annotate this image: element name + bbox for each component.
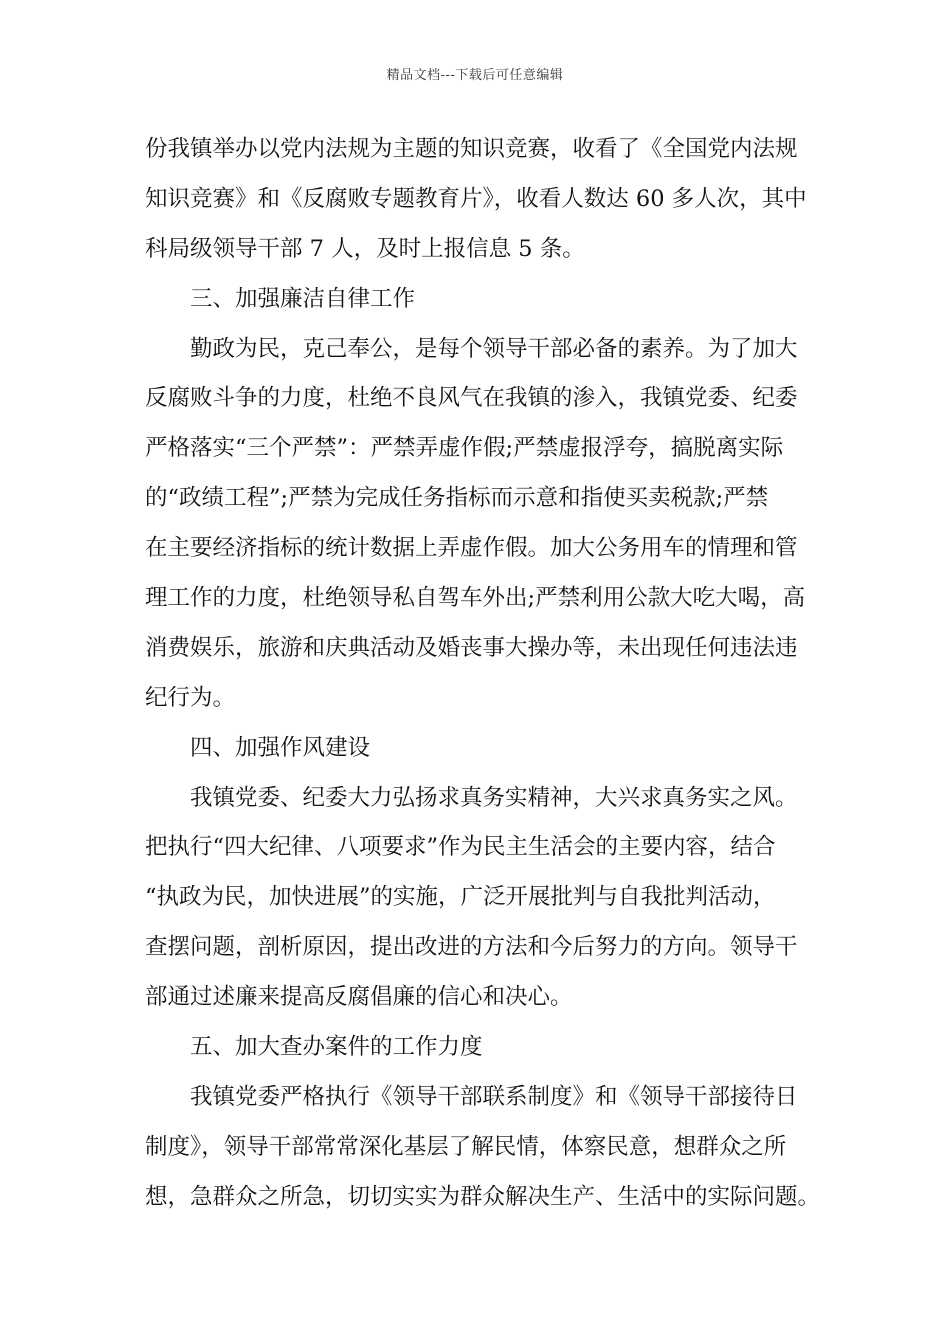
text-line: 份我镇举办以党内法规为主题的知识竞赛，收看了《全国党内法规 — [145, 136, 798, 162]
text-line: 我镇党委严格执行《领导干部联系制度》和《领导干部接待日 — [190, 1083, 798, 1110]
text-line: 在主要经济指标的统计数据上弄虚作假。加大公务用车的情理和管 — [145, 535, 798, 562]
document-body — [145, 125, 820, 1223]
text-line: 科局级领导干部 7 人，及时上报信息 5 条。 — [145, 235, 585, 262]
text-line: 查摆问题，剖析原因，提出改进的方法和今后努力的方向。领导干 — [145, 934, 798, 961]
text-line: 把执行“四大纪律、八项要求”作为民主生活会的主要内容，结合 — [145, 834, 776, 861]
text-line: 部通过述廉来提高反腐倡廉的信心和决心。 — [145, 984, 573, 1011]
text-line: 理工作的力度，杜绝领导私自驾车外出;严禁利用公款大吃大喝，高 — [145, 585, 806, 612]
text-line: 知识竞赛》和《反腐败专题教育片》，收看人数达 60 多人次，其中 — [145, 185, 807, 212]
text-line: “执政为民，加快进展”的实施，广泛开展批判与自我批判活动， — [145, 884, 776, 911]
section-heading: 三、加强廉洁自律工作 — [190, 285, 416, 312]
text-line: 消费娱乐，旅游和庆典活动及婚丧事大操办等，未出现任何违法违 — [145, 634, 798, 661]
text-line: 反腐败斗争的力度，杜绝不良风气在我镇的渗入，我镇党委、纪委 — [145, 385, 798, 412]
section-heading: 四、加强作风建设 — [190, 734, 371, 761]
text-line: 想，急群众之所急，切切实实为群众解决生产、生活中的实际问题。 — [145, 1183, 821, 1210]
text-line: 严格落实“三个严禁”：严禁弄虚作假;严禁虚报浮夸，搞脱离实际 — [145, 435, 784, 462]
section-heading: 五、加大查办案件的工作力度 — [190, 1034, 483, 1061]
page-header: 精品文档---下载后可任意编辑 — [386, 68, 564, 83]
text-line: 我镇党委、纪委大力弘扬求真务实精神，大兴求真务实之风。 — [190, 784, 798, 811]
text-line: 勤政为民，克己奉公，是每个领导干部必备的素养。为了加大 — [190, 335, 798, 362]
text-line: 纪行为。 — [145, 684, 236, 711]
text-line: 制度》，领导干部常常深化基层了解民情，体察民意，想群众之所 — [145, 1133, 787, 1160]
text-line: 的“政绩工程”;严禁为完成任务指标而示意和指使买卖税款;严禁 — [145, 485, 769, 512]
